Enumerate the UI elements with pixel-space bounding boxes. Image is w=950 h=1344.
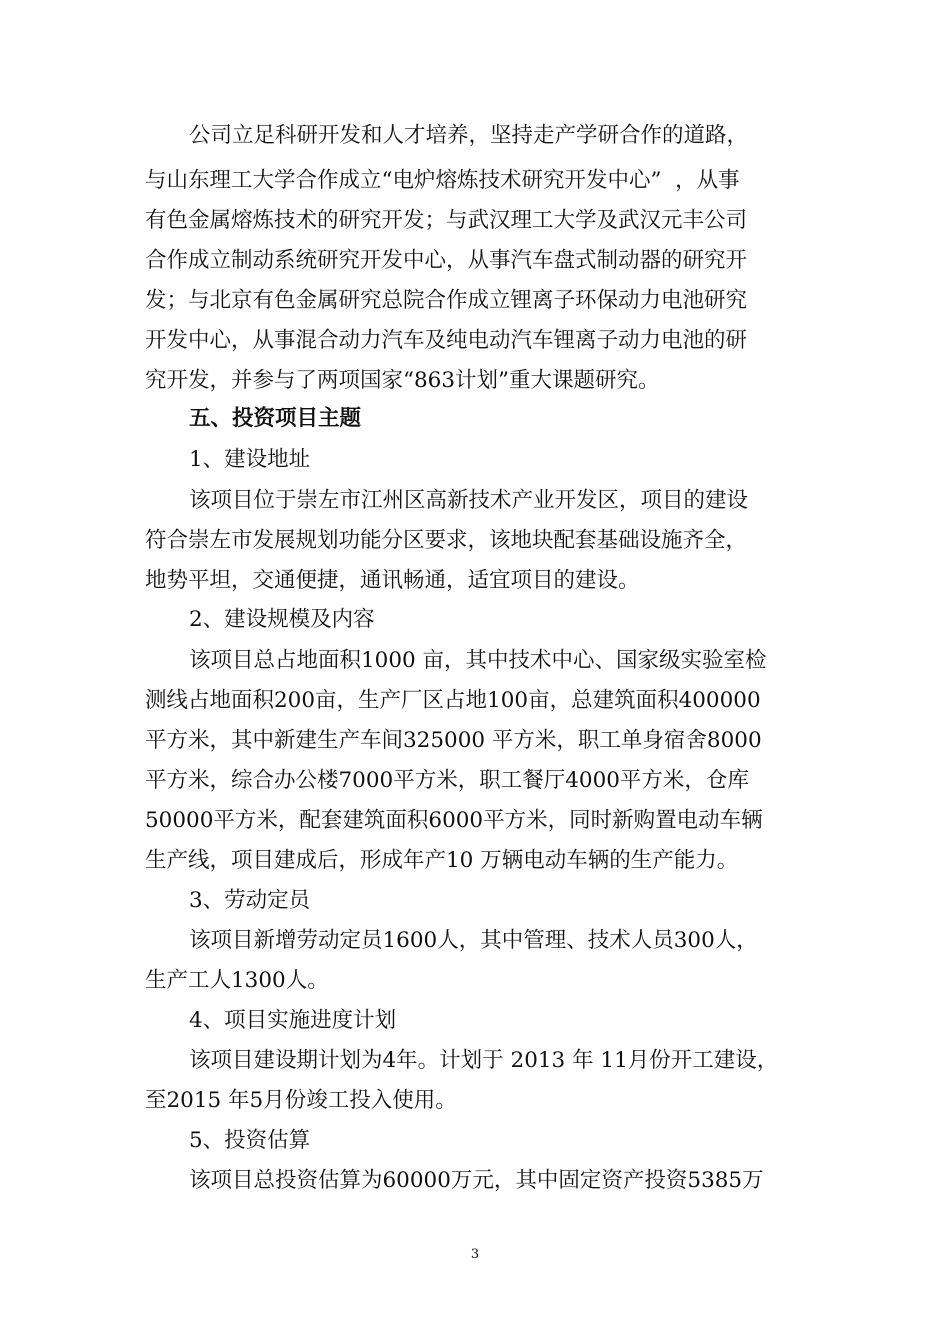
- paragraph-line: 至2015 年5月份竣工投入使用。: [145, 1088, 457, 1113]
- paragraph-line: 该项目建设期计划为4年。计划于 2013 年 11月份开工建设，: [189, 1048, 779, 1073]
- paragraph-line: 该项目位于崇左市江州区高新技术产业开发区，项目的建设: [189, 488, 749, 513]
- subsection-heading: 1、建设地址: [189, 447, 311, 472]
- paragraph-line: 该项目总投资估算为60000万元，其中固定资产投资5385万: [189, 1168, 764, 1193]
- section-heading: 五、投资项目主题: [189, 406, 362, 431]
- paragraph-line: 生产工人1300人。: [145, 968, 329, 993]
- paragraph-line: 开发中心，从事混合动力汽车及纯电动汽车锂离子动力电池的研: [145, 328, 748, 353]
- subsection-heading: 4、项目实施进度计划: [189, 1008, 397, 1033]
- paragraph-line: 发；与北京有色金属研究总院合作成立锂离子环保动力电池研究: [145, 288, 748, 313]
- paragraph-line: 测线占地面积200亩，生产厂区占地100亩，总建筑面积400000: [145, 688, 761, 713]
- paragraph-line: 与山东理工大学合作成立“电炉熔炼技术研究开发中心” ，从事: [145, 168, 740, 193]
- paragraph-line: 50000平方米，配套建筑面积6000平方米，同时新购置电动车辆: [145, 808, 763, 833]
- paragraph-line: 合作成立制动系统研究开发中心，从事汽车盘式制动器的研究开: [145, 248, 748, 273]
- paragraph-line: 生产线，项目建成后，形成年产10 万辆电动车辆的生产能力。: [145, 848, 739, 873]
- paragraph-line: 有色金属熔炼技术的研究开发；与武汉理工大学及武汉元丰公司: [145, 208, 748, 233]
- paragraph-line: 究开发，并参与了两项国家“863计划”重大课题研究。: [145, 368, 660, 393]
- paragraph-line: 该项目新增劳动定员1600人，其中管理、技术人员300人，: [189, 928, 758, 953]
- page-number: 3: [470, 1247, 480, 1262]
- paragraph-line: 平方米，其中新建生产车间325000 平方米，职工单身宿舍8000: [145, 728, 762, 753]
- paragraph-line: 公司立足科研开发和人才培养，坚持走产学研合作的道路，: [189, 123, 749, 148]
- subsection-heading: 5、投资估算: [189, 1128, 311, 1153]
- paragraph-line: 地势平坦，交通便捷，通讯畅通，适宜项目的建设。: [145, 568, 640, 593]
- subsection-heading: 3、劳动定员: [189, 888, 311, 913]
- paragraph-line: 符合崇左市发展规划功能分区要求，该地块配套基础设施齐全，: [145, 528, 748, 553]
- paragraph-line: 该项目总占地面积1000 亩，其中技术中心、国家级实验室检: [189, 648, 767, 673]
- subsection-heading: 2、建设规模及内容: [189, 607, 375, 632]
- paragraph-line: 平方米，综合办公楼7000平方米，职工餐厅4000平方米，仓库: [145, 768, 749, 793]
